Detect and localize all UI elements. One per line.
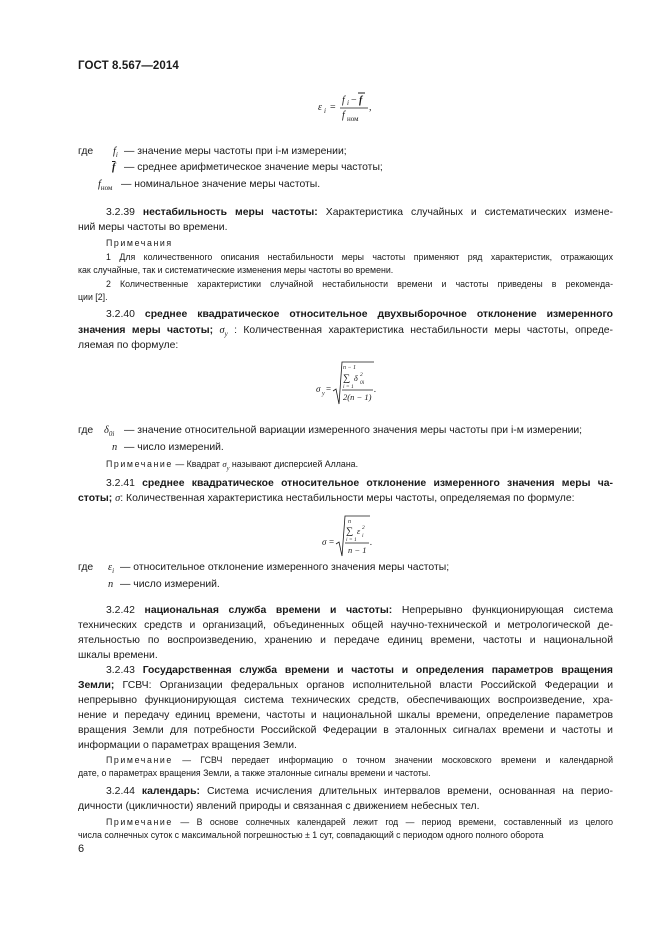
where2-text1: — значение относительной вариации измеренного значения меры частоты при i-м измерении; [124,425,583,436]
p3243-line1: 3.2.43 Государственная служба времени и частоты и определения параметров вращения [106,665,613,676]
where3-text1: — относительное отклонение измеренного значения меры частоты; [120,562,450,573]
f2-sum-top: n − 1 [343,365,357,371]
f3-sum: ∑ [346,526,354,537]
f3-tail: . [370,537,373,547]
notes1-title: Примечания [106,238,173,248]
p3240-line3: ляемая по формуле: [78,340,179,351]
p3241-line2: стоты; σ: Количественная характеристика нестабильности меры частоты, определяемая по формуле: [78,493,575,504]
f3-eps-sub: i [362,533,364,539]
page-number: 6 [78,843,85,855]
where1-text2: — среднее арифметическое значение меры частоты; [124,162,383,173]
p3241-line1: 3.2.41 среднее квадратическое относительное отклонение измеренного значения меры ча- [106,478,613,489]
where2-text2: — число измерений. [124,442,224,453]
formula-allan-deviation [312,358,382,408]
p3242-line3: ятельностью по воспроизведению, хранению и передаче единиц времени, частоты и национальной [78,635,613,646]
note3-line1: Примечание — ГСВЧ передает информацию о точном значении московского времени и календарной [106,755,613,765]
f1-num-minus: − [351,95,357,106]
p3243-line4: нение и передачу единиц времени, частоты и национальной шкалы времени, определение параметров [78,710,613,721]
p3240-line1: 3.2.40 среднее квадратическое относительное двухвыборочное отклонение измеренного [106,309,613,320]
where3-text2: — число измерений. [120,579,220,590]
p3242-line4: шкалы времени. [78,650,158,661]
note4-line1: Примечание — В основе солнечных календарей лежит год — период времени, составленный из целого [106,817,613,827]
f1-num-f: f [342,95,345,106]
notes1-n2-line1: 2 Количественные характеристики случайной нестабильности времени и частоты приведены в рекоменда- [106,279,613,289]
f1-eq: = [330,102,336,113]
f2-den: 2(n − 1) [343,392,372,402]
note4-line2: числа солнечных суток с максимальной погрешностью ± 1 сут, совпадающий с периодом одного полного оборота [78,830,544,840]
where3-gde: где [78,562,94,573]
note3-line2: дате, о параметрах вращения Земли, а также эталонные сигналы времени и частоты. [78,768,431,778]
f1-den-sub: ном [347,115,359,123]
f2-eq: = [326,384,332,394]
where2-gde: где [78,425,94,436]
f1-den-f: f [342,110,345,121]
notes1-n2-line2: ции [2]. [78,292,108,302]
f1-num-sub: i [347,99,349,107]
f1-tail: , [369,102,372,113]
p3243-line5: вращения Земли для потребности Российской Федерации в эталонных сигналах времени и частоты и [78,725,613,736]
f2-delta-sup: 2 [360,372,363,378]
note2: Примечание — Квадрат $\sigma_y$ называют дисперсией Аллана. [106,459,359,472]
f1-lhs: ε [318,102,322,113]
f1-num-fbar: f [359,95,363,106]
p3239-line2: ний меры частоты во времени. [78,222,228,233]
f3-lhs: σ [322,537,327,547]
f3-sum-bot: i = 1 [346,537,357,543]
p3243-line2: Земли; ГСВЧ: Организации федеральных органов исполнительной власти Российской Федерации и [78,680,613,691]
p3244-line1: 3.2.44 календарь: Система исчисления длительных интервалов времени, основанная на перио- [106,786,613,797]
p3243-line6: информации о параметрах вращения Земли. [78,740,297,751]
p3244-line2: дичности (цикличности) явлений природы и связанная с движением небесных тел. [78,801,480,812]
f3-sum-top: n [348,519,351,525]
document-header: ГОСТ 8.567—2014 [78,60,179,72]
p3239-line1: 3.2.39 нестабильность меры частоты: Характеристика случайных и систематических измене- [106,207,613,218]
where1-text1: — значение меры частоты при i-м измерении; [124,146,347,157]
p3240-line2: значения меры частоты; $\sigma_y$ : Количественная характеристика нестабильности меры частоты, опреде- [78,325,613,339]
f3-eps-sup: 2 [362,525,365,531]
notes1-n1-line2: как случайные, так и систематические изменения меры частоты во времени. [78,265,394,275]
f1-lhs-sub: i [324,107,326,115]
where1-sym2: $\overline{f}$ [112,162,116,173]
notes1-n1-line1: 1 Для количественного описания нестабильности меры частоты применяют ряд характеристик, отражающих [106,252,613,262]
f3-eq: = [329,537,335,547]
f2-tail: . [374,384,377,394]
f3-eps: ε [357,527,361,536]
where1-sym3: $f_{ном}$ [98,179,113,193]
where3-sym1: $\varepsilon_i$ [108,562,115,576]
p3242-line1: 3.2.42 национальная служба времени и частоты: Непрерывно функционирующая система [106,605,613,616]
formula-epsilon [310,88,380,128]
formula-relative-deviation [318,512,378,558]
where1-sym1: $f_i$ [113,146,118,160]
where1-text3: — номинальное значение меры частоты. [121,179,321,190]
p3242-line2: технических средств и организаций, объединенных общей научно-технической и метрологической де- [78,620,613,631]
f2-delta-sub: 0i [360,380,365,386]
f2-sum-bot: i = 1 [343,384,354,390]
p3243-line3: непрерывно функционирующая система технических средств, обеспечивающих воспроизведение, хра- [78,695,613,706]
where1-gde: где [78,146,94,157]
f3-den: n − 1 [348,545,367,555]
f2-sum: ∑ [343,373,351,384]
f2-lhs: σ [316,384,321,394]
where2-sym2: n [112,442,118,453]
f2-lhs-sub: y [322,391,325,397]
f2-delta: δ [354,374,358,383]
where2-sym1: $\delta_{0i}$ [104,425,115,439]
where3-sym2: n [108,579,114,590]
